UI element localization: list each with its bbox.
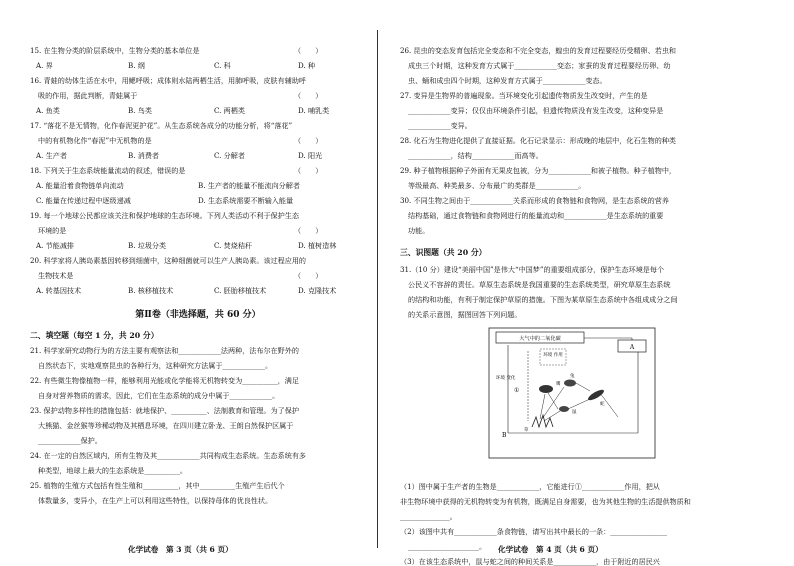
option-c[interactable]: C. 科: [214, 61, 231, 70]
option-a[interactable]: A. 转基因技术: [36, 286, 82, 295]
q15-stem: 15. 在生物分类的阶层系统中，生物分类的基本单位是: [30, 46, 200, 55]
q31-sub-line: （1）图中属于生产者的生物是____________，它能进行①____________作用，把从: [400, 482, 660, 491]
fill-line: 大熊猫、金丝猴等珍稀动物及其栖息环境，在四川建立卧龙、王朗自然保护区属于: [38, 421, 294, 430]
option-b[interactable]: B. 核移植技术: [128, 286, 174, 295]
option-b[interactable]: B. 鸟类: [128, 106, 152, 115]
q20-stem-1: 20. 科学家将人胰岛素基因转移到细菌中，这种细菌就可以生产人胰岛素。该过程应用的: [30, 256, 307, 265]
q18-stem: 18. 下列关于生态系统能量流动的叙述，错误的是: [30, 166, 186, 175]
q31-sub-line: ____________________。: [408, 542, 487, 551]
fill-line: 种类型，地球上最大的生态系统是__________。: [38, 466, 187, 475]
label-rabbit: 兔: [570, 374, 575, 379]
q31-sub-line: 非生物环境中获得的无机物转变为有机物，既满足自身需要，也为其他生物的生活提供物质和: [400, 497, 691, 506]
box-a-label: A: [629, 344, 635, 351]
option-b[interactable]: B. 纲: [128, 61, 145, 70]
label-grass: 草: [524, 428, 529, 433]
text-line: 虫、蛹和成虫四个时期，这种发育方式属于____________变态。: [408, 76, 607, 85]
q19-stem-2: 环境的是: [38, 226, 67, 235]
option-c[interactable]: C. 胚胎移植技术: [214, 286, 267, 295]
q31-line: 公民义不容辞的责任。草原生态系统是我国重要的生态系统类型，研究草原生态系统: [408, 280, 671, 289]
hawk-icon: [539, 385, 553, 393]
fill-line: 21. 科学家研究动物行为的方法主要有观察法和____________法两种，法布尔在野外的: [30, 346, 299, 355]
q31-sub-line: （3）在该生态系统中，鼠与蛇之间的种间关系是____________，由于附近的居民兴: [400, 557, 660, 566]
label-snake: 蛇: [600, 402, 605, 407]
text-line: 等级最高、种类最多、分布最广的类群是____________。: [408, 181, 586, 190]
text-line: 28. 化石为生物进化提供了直接证据。化石记录显示：形成晚的地层中，化石生物的种类: [400, 136, 677, 145]
q19-stem-1: 19. 每一个地球公民都应该关注和保护地球的生态环境。下列人类活动不利于保护生态: [30, 211, 299, 220]
option-a[interactable]: A. 界: [36, 61, 53, 70]
text-line: 结构基础，通过食物链和食物网进行的能量流动和____________是生态系统的重要: [408, 211, 664, 220]
q18-answer-paren: （ ）: [294, 166, 323, 175]
part2-title: 第Ⅱ卷（非选择题，共 60 分）: [135, 310, 261, 320]
option-b[interactable]: B. 消费者: [128, 151, 160, 160]
text-line: 30. 不同生物之间由于____________关系而形成的食物链和食物网，是生态系统的营养: [400, 196, 669, 205]
option-c[interactable]: C. 能量在传递过程中逐级递减: [36, 196, 131, 205]
rabbit-icon: [564, 380, 576, 387]
option-a[interactable]: A. 鱼类: [36, 106, 60, 115]
option-c[interactable]: C. 焚烧秸秆: [214, 241, 253, 250]
q17-stem-2: 中的有机物化作“春泥”中无机物的是: [38, 136, 152, 145]
label-hawk: 鹰: [556, 382, 561, 387]
q31-line: 31.（10 分）建设“美丽中国”是伟大“中国梦”的重要组成部分，保护生态环境是每个: [400, 265, 665, 274]
text-line: 功能。: [408, 226, 430, 235]
label-rat: 鼠: [572, 410, 577, 415]
option-c[interactable]: C. 两栖类: [214, 106, 245, 115]
q15-answer-paren: （ ）: [294, 46, 323, 55]
option-a[interactable]: A. 能量沿着食物链单向流动: [36, 181, 124, 190]
ecosystem-diagram: [488, 327, 656, 459]
q31-line: 的结构和功能，有利于制定保护草原的措施。下图为某草原生态系统中各组成成分之间: [408, 295, 678, 304]
label-env-effect: 环境 作用: [543, 353, 563, 358]
text-line: 27. 变异是生物界的普遍现象。当环境变化引起遗传物质发生改变时，产生的是: [400, 91, 648, 100]
section3-title: 三、识图题（共 20 分）: [400, 248, 487, 257]
label-env-change: 环境 变化: [496, 376, 516, 381]
left-footer: 化学试卷 第 3 页（共 6 页）: [128, 545, 233, 554]
co2-box-label: 大气中的二氧化碳: [519, 336, 561, 342]
text-line: ____________，结构____________而高等。: [408, 151, 543, 160]
section2-title: 二、填空题（每空 1 分，共 20 分）: [30, 331, 159, 340]
fill-line: 体数量多，变异小，在生产上可以利用这些特性，以保持母体的优良性状。: [38, 496, 273, 505]
q31-line: 的关系示意图，据图回答下列问题。: [408, 310, 522, 319]
option-d[interactable]: D. 种: [298, 61, 316, 70]
q16-stem-1: 16. 青蛙的幼体生活在水中，用鳃呼吸；成体则水陆两栖生活，用肺呼吸，皮肤有辅助呼: [30, 76, 307, 85]
text-line: 26. 昆虫的变态发育包括完全变态和不完全变态，蝗虫的发育过程要经历受精卵、若虫和: [400, 46, 677, 55]
q19-answer-paren: （ ）: [294, 226, 323, 235]
fill-line: 24. 在一定的自然区域内，所有生物及其____________共同构成生态系统。生态系统有多: [30, 451, 307, 460]
q16-answer-paren: （ ）: [294, 91, 323, 100]
option-c[interactable]: C. 分解者: [214, 151, 245, 160]
q17-answer-paren: （ ）: [294, 136, 323, 145]
option-a[interactable]: A. 生产者: [36, 151, 67, 160]
text-line: 成虫三个时期，这种发育方式属于____________变态；家蚕的发育过程要经历卵、幼: [408, 61, 671, 70]
option-d[interactable]: D. 阳光: [298, 151, 323, 160]
q20-stem-2: 生物技术是: [38, 271, 74, 280]
q31-sub-line: （2）该图中共有____________条食物链，请写出其中最长的一条：________________: [400, 527, 667, 536]
fill-line: ____________保护。: [38, 436, 102, 445]
option-b[interactable]: B. 垃圾分类: [128, 241, 167, 250]
q17-stem-1: 17. “落花不是无情物，化作春泥更护花”。从生态系统各成分的功能分析，将“落花”: [30, 121, 293, 130]
text-line: ____________变异。: [408, 121, 472, 130]
option-d[interactable]: D. 克隆技术: [298, 286, 337, 295]
rat-icon: [559, 406, 569, 412]
fill-line: 22. 有些微生物像植物一样，能够利用光能或化学能将无机物转变为__________，满足: [30, 376, 299, 385]
q31-sub-line: ______________。: [400, 512, 457, 521]
label-b: B: [502, 432, 507, 439]
page-divider: [377, 30, 378, 548]
fill-line: 自然状态下，实地观察昆虫的各种行为，这种研究方法属于____________。: [38, 361, 273, 370]
text-line: 29. 种子植物根据种子外面有无果皮包被，分为____________和被子植物。种子植物中，: [400, 166, 677, 175]
fill-line: 23. 保护动物多样性的措施包括：就地保护、__________、法制教育和管理。为了保护: [30, 406, 299, 415]
right-footer: 化学试卷 第 4 页（共 6 页）: [498, 545, 603, 554]
label-process-1: ①: [514, 387, 520, 394]
option-b[interactable]: B. 生产者的能量不能流向分解者: [198, 181, 300, 190]
option-d[interactable]: D. 生态系统需要不断输入能量: [198, 196, 294, 205]
fill-line: 25. 植物的生殖方式包括有性生殖和__________，其中__________生殖产生后代个: [30, 481, 285, 490]
q20-answer-paren: （ ）: [294, 271, 323, 280]
q16-stem-2: 吸的作用，据此判断，青蛙属于: [38, 91, 138, 100]
option-d[interactable]: D. 植树造林: [298, 241, 337, 250]
option-a[interactable]: A. 节能减排: [36, 241, 75, 250]
fill-line: 自身对营养物质的需求，因此，它们在生态系统的成分中属于____________。: [38, 391, 280, 400]
option-d[interactable]: D. 哺乳类: [298, 106, 330, 115]
text-line: ____________变异；仅仅由环境条件引起，但遗传物质没有发生改变，这种变异是: [408, 106, 664, 115]
